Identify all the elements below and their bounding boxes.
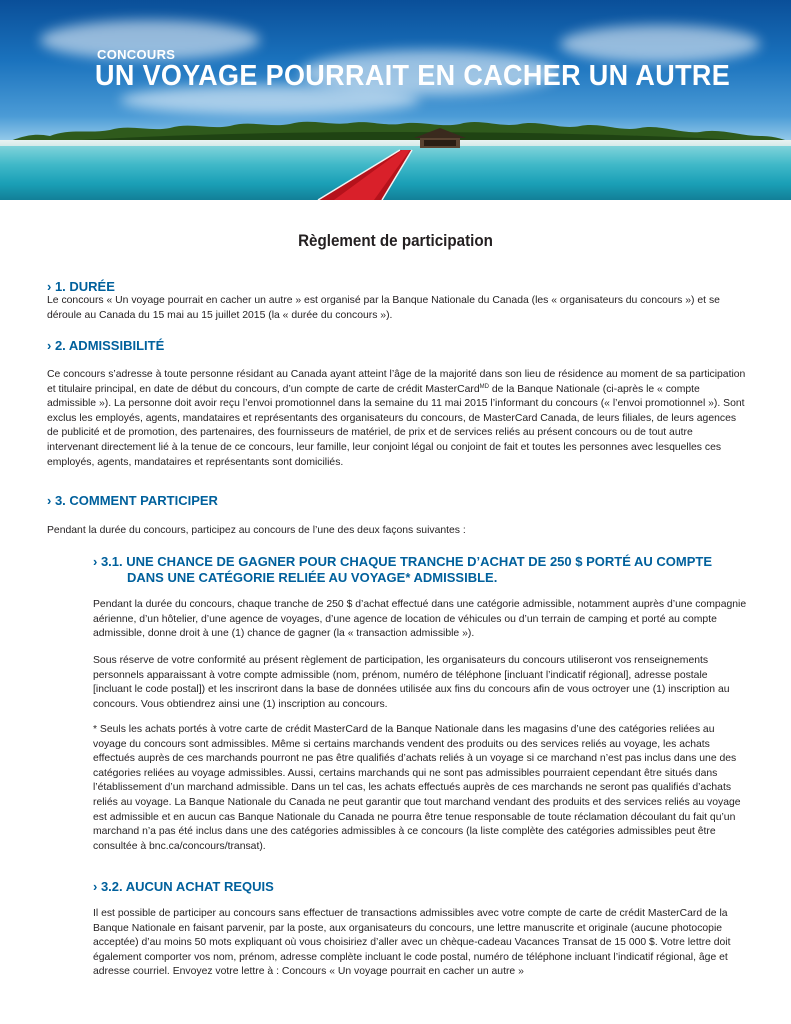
heading-line: › 3.1. UNE CHANCE DE GAGNER POUR CHAQUE TRANCHE D’ACHAT DE 250 $ PORTÉ AU COMPTE <box>93 554 713 569</box>
text-part: Ce concours s’adresse à toute personne résidant au Canada ayant atteint l’âge de la majorité dans son lieu de résidence au moment de sa participation et titulaire principal, en date de début du concours, d’un compte de carte de crédit MasterCard <box>47 369 746 395</box>
subsection-heading-3-1 <box>93 554 712 586</box>
section-heading-participer: › 3. COMMENT PARTICIPER <box>47 493 218 508</box>
trademark-sup: MD <box>479 383 489 390</box>
text-part: de la Banque Nationale (ci-après le « compte admissible »). La personne doit avoir reçu l’envoi promotionnel dans la semaine du 11 mai 2015 l’informant du concours (« l’envoi promotionnel »). Sont exclus les employés, agents, mandataires et représentants des organisateurs du concours, de MasterCard Canada, de leurs filiales, de leurs agences de publicité et de promotion, des partenaires, des fournisseurs de matériel, de prix et de services reliés au présent concours ou de tout autre intervenant directement lié à la tenue de ce concours, leur famille, leur conjoint légal ou conjoint de fait et toutes les personnes avec lesquelles ces employés, agents, mandataires et représentants sont domiciliés. <box>47 383 745 468</box>
header-banner <box>0 0 791 200</box>
section-text-duree: Le concours « Un voyage pourrait en cacher un autre » est organisé par la Banque Nationale du Canada (les « organisateurs du concours ») et se déroule au Canada du 15 mai au 15 juillet 2015 (la « durée du concours »). <box>47 295 720 321</box>
section-intro-participer: Pendant la durée du concours, participez au concours de l’une des deux façons suivantes : <box>47 525 466 536</box>
document-title: Règlement de participation <box>298 232 493 250</box>
red-pier-image <box>0 0 791 200</box>
subsection-3-2-paragraph-1: Il est possible de participer au concours sans effectuer de transactions admissibles avec votre compte de carte de crédit MasterCard de la Banque Nationale en faisant parvenir, par la poste, aux organisateurs du concours, une lettre manuscrite et originale (aucune photocopie acceptée) d’au moins 50 mots expliquant où vous choisiriez d’aller avec un chèque-cadeau Vacances Transat de 15 000 $. Votre lettre doit également comporter vos nom, prénom, adresse complète incluant le code postal, numéro de téléphone incluant l’indicatif régional, âge et adresse courriel. Envoyez votre lettre à : Concours « Un voyage pourrait en cacher un autre » <box>93 908 731 978</box>
section-text-admissibilite <box>47 368 747 470</box>
section-heading-duree: › 1. DURÉE <box>47 279 115 294</box>
subsection-3-1-paragraph-1: Pendant la durée du concours, chaque tranche de 250 $ d’achat effectué dans une catégorie admissible, notamment auprès d’une compagnie aérienne, d’un hôtelier, d’une agence de voyages, d’une agence de location de véhicules ou d’un terrain de camping et porté au compte admissible, donne droit à une (1) chance de gagner (la « transaction admissible »). <box>93 599 747 640</box>
banner-title: UN VOYAGE POURRAIT EN CACHER UN AUTRE <box>95 60 731 92</box>
section-heading-admissibilite: › 2. ADMISSIBILITÉ <box>47 338 165 353</box>
subsection-heading-3-2: › 3.2. AUCUN ACHAT REQUIS <box>93 879 274 894</box>
subsection-3-1-footnote: * Seuls les achats portés à votre carte de crédit MasterCard de la Banque Nationale dans les magasins d’une des catégories reliées au voyage du concours sont admissibles. Même si certains marchands vendent des produits ou des services reliés au voyage, les achats effectués auprès de ces marchands pourront ne pas être qualifiés d’achats reliés à un voyage si ce marchand n’est pas inclus dans une des catégories reliées au voyage admissibles. Aussi, certains marchands qui ne sont pas admissibles pourraient cependant être situés dans l’établissement d’un marchand admissible. Dans un tel cas, les achats effectués auprès de ces marchands ne seront pas qualifiés d’achats reliés au voyage. La Banque Nationale du Canada ne peut garantir que tout marchand vendant des produits et des services reliés au voyage est admissible et en aucun cas Banque Nationale du Canada ne pourra être tenue responsable de toute réclamation découlant du fait qu’un marchand n’a pas été inclus dans une des catégories admissibles à ce concours (la liste complète des catégories admissibles peut être consultée à bnc.ca/concours/transat). <box>93 724 741 852</box>
heading-line: DANS UNE CATÉGORIE RELIÉE AU VOYAGE* ADMISSIBLE. <box>127 570 498 585</box>
subsection-3-1-paragraph-2: Sous réserve de votre conformité au présent règlement de participation, les organisateurs du concours utiliseront vos renseignements personnels apparaissant à votre compte admissible (nom, prénom, numéro de téléphone [incluant l’indicatif régional], adresse postale [incluant le code postal]) et les inscriront dans la base de données utilisée aux fins du concours afin de vous octroyer une (1) inscription au concours. Vous obtiendrez ainsi une (1) inscription au concours. <box>93 655 730 710</box>
banner-eyebrow: CONCOURS <box>97 47 176 62</box>
